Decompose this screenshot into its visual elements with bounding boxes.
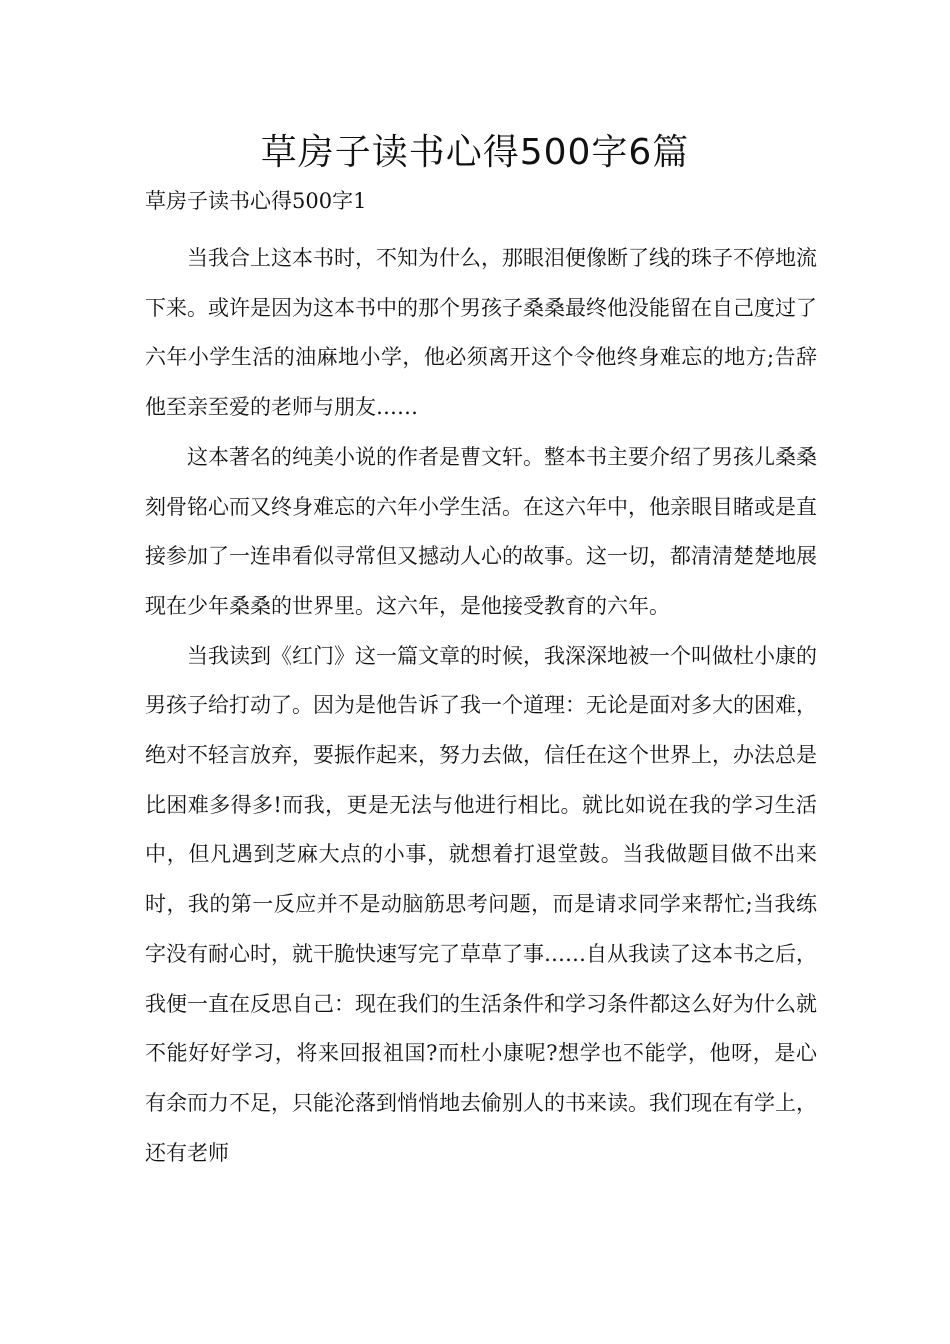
- paragraph: 当我读到《红门》这一篇文章的时候，我深深地被一个叫做杜小康的男孩子给打动了。因为是他告诉了我一个道理：无论是面对多大的困难，绝对不轻言放弃，要振作起来，努力去做，信任在这个世界上，办法总是比困难多得多!而我，更是无法与他进行相比。就比如说在我的学习生活中，但凡遇到芝麻大点的小事，就想着打退堂鼓。当我做题目做不出来时，我的第一反应并不是动脑筋思考问题，而是请求同学来帮忙;当我练字没有耐心时，就干脆快速写完了草草了事……自从我读了这本书之后，我便一直在反思自己：现在我们的生活条件和学习条件都这么好为什么就不能好好学习，将来回报祖国?而杜小康呢?想学也不能学，他呀，是心有余而力不足，只能沦落到悄悄地去偷别人的书来读。我们现在有学上，还有老师: [145, 643, 817, 1165]
- section-heading: 草房子读书心得500字1: [145, 189, 367, 213]
- document-body: [145, 234, 817, 1178]
- paragraph: 当我合上这本书时，不知为什么，那眼泪便像断了线的珠子不停地流下来。或许是因为这本书中的那个男孩子桑桑最终他没能留在自己度过了六年小学生活的油麻地小学，他必须离开这个令他终身难忘的地方;告辞他至亲至爱的老师与朋友……: [145, 246, 817, 420]
- paragraph: 这本著名的纯美小说的作者是曹文轩。整本书主要介绍了男孩儿桑桑刻骨铭心而又终身难忘的六年小学生活。在这六年中，他亲眼目睹或是直接参加了一连串看似寻常但又撼动人心的故事。这一切，都清清楚楚地展现在少年桑桑的世界里。这六年，是他接受教育的六年。: [145, 444, 817, 618]
- document-title: 草房子读书心得500字6篇: [260, 132, 690, 173]
